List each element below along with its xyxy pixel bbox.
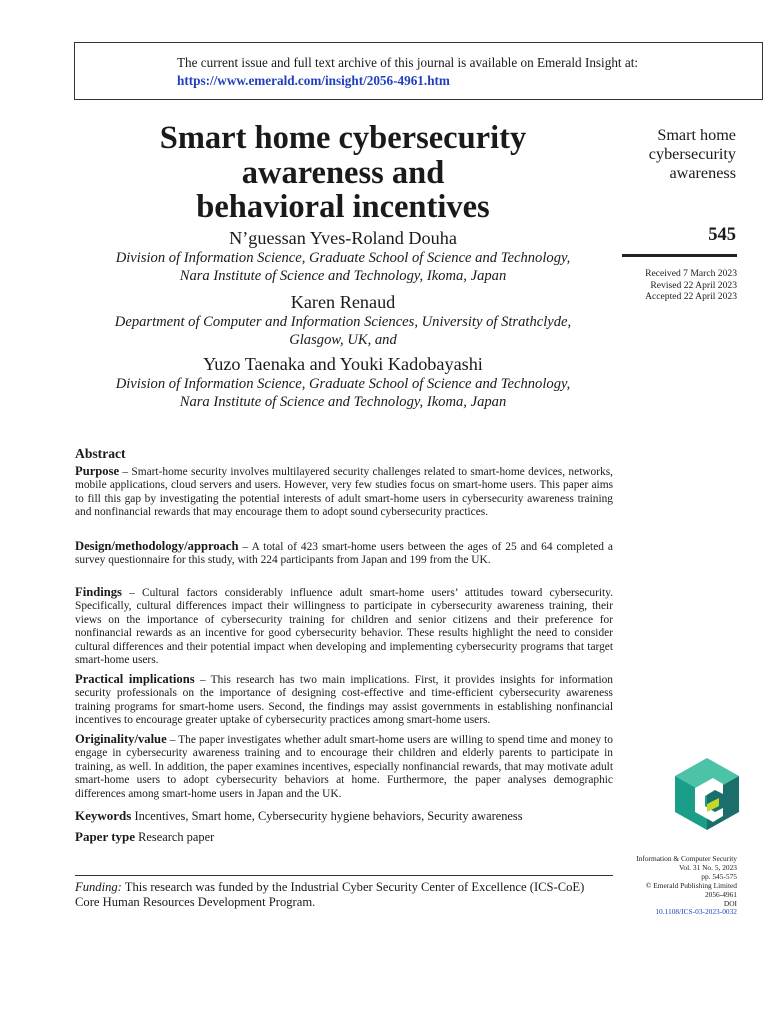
affiliation-line: Department of Computer and Information Sciences, University of Strathclyde, — [114, 314, 572, 330]
archive-notice-box — [74, 42, 763, 100]
abstract-purpose — [75, 465, 613, 520]
running-head-line: Smart home — [657, 126, 736, 144]
author-affiliation — [80, 250, 606, 285]
history-revised: Revised 22 April 2023 — [650, 279, 737, 291]
abstract-section-label: Originality/value — [75, 732, 167, 746]
abstract-section-text: – The paper investigates whether adult smart-home users are willing to spend time and money to engage in cybersecurity awareness training and to encourage their children and elderly parents to participate in training, as well. In addition, the paper examines incentives, especially nonfinancial rewards, that may motivate adult smart-home users to adopt cybersecurity behaviors at home. Furthermore, the paper analyses demographic differences among smart-home users in Japan and the UK. — [75, 734, 613, 800]
author-name: N’guessan Yves-Roland Douha — [229, 228, 457, 248]
abstract-originality — [75, 733, 613, 801]
funding-text: Core Human Resources Development Program. — [75, 895, 316, 909]
article-history — [612, 268, 737, 303]
abstract-design — [75, 540, 613, 568]
abstract-section-label: Practical implications — [75, 672, 195, 686]
author-affiliation — [80, 314, 606, 349]
author-affiliation — [80, 376, 606, 411]
archive-notice-text: The current issue and full text archive of this journal is available on Emerald Insight at: — [177, 55, 639, 70]
abstract-section-label: Findings — [75, 585, 122, 599]
abstract-section-label: Purpose — [75, 464, 120, 478]
abstract-section-text: – This research has two main implications. First, it provides insights for information security professionals on the importance of designing cost-effective and time-efficient cybersecurity awareness training programs for smart-home users. Second, the findings may assist governments in establishing nonfinancial incentives to encourage greater uptake of cybersecurity practices among smart-home users. — [75, 674, 613, 727]
abstract-section-label: Design/methodology/approach — [75, 539, 239, 553]
history-received: Received 7 March 2023 — [645, 268, 737, 279]
emerald-publishing-logo — [675, 758, 739, 830]
citation-journal: Information & Computer Security — [636, 854, 737, 863]
history-accepted: Accepted 22 April 2023 — [645, 291, 737, 303]
running-head — [612, 126, 736, 183]
citation-doi — [600, 900, 737, 918]
paper-type-label: Paper type — [75, 829, 136, 844]
page-number: 545 — [708, 225, 736, 245]
funding-text: This research was funded by the Industrial Cyber Security Center of Excellence (ICS-CoE) — [124, 880, 585, 894]
citation-pages: pp. 545-575 — [701, 871, 737, 881]
author-name: Karen Renaud — [290, 292, 396, 312]
abstract-section-text: – Cultural factors considerably influence adult smart-home users’ attitudes toward cybersecurity. Specifically, cultural differences impact their willingness to participate in cybersecurity awareness training, their views on the importance of cybersecurity training for children and senior citizens and their preference for nonfinancial rewards as an incentive for good cybersecurity behavior. These results highlight the need to consider cultural differences and their potential impact when developing and implementing cybersecurity programs that target smart-home users. — [75, 587, 613, 667]
margin-divider — [622, 254, 737, 257]
funding-note — [75, 880, 615, 910]
title-line: Smart home cybersecurity — [159, 120, 527, 156]
author-name: Yuzo Taenaka and Youki Kadobayashi — [203, 354, 483, 374]
archive-url-link: https://www.emerald.com/insight/2056-4961.htm — [177, 73, 450, 88]
keywords-label: Keywords — [75, 808, 132, 823]
citation-issn: 2056-4961 — [704, 889, 737, 899]
funding-row — [75, 880, 615, 895]
title-line: awareness and — [241, 154, 445, 191]
citation-publisher: © Emerald Publishing Limited — [645, 880, 737, 890]
funding-label: Funding: — [75, 880, 122, 894]
keywords — [75, 808, 523, 824]
article-title — [96, 121, 590, 225]
abstract-heading: Abstract — [75, 446, 126, 461]
paper-type-text: Research paper — [138, 830, 215, 844]
abstract-section-text: – A total of 423 smart-home users between the ages of 25 and 64 completed a survey questionnaire for this study, with 224 participants from Japan and 199 from the UK. — [75, 541, 613, 567]
affiliation-line: Nara Institute of Science and Technology, Ikoma, Japan — [179, 267, 507, 284]
affiliation-line: Nara Institute of Science and Technology, Ikoma, Japan — [179, 393, 507, 410]
doi-label: DOI — [723, 898, 737, 908]
keywords-text: Incentives, Smart home, Cybersecurity hygiene behaviors, Security awareness — [134, 809, 523, 823]
paper-type — [75, 829, 214, 845]
footnote-divider — [75, 875, 613, 876]
running-head-line: awareness — [669, 164, 736, 182]
abstract-section-text: – Smart-home security involves multilayered security challenges related to smart-home devices, networks, mobile applications, cloud servers and users. However, very few studies focus on smart-home users. This paper aims to fill this gap by investigating the potential interests of adult smart-home users in cybersecurity awareness training and nonfinancial rewards that may encourage them to adopt sound cybersecurity practices. — [75, 466, 613, 519]
title-line: behavioral incentives — [196, 189, 490, 225]
abstract-practical-implications — [75, 673, 613, 728]
running-head-line: cybersecurity — [648, 145, 736, 163]
citation-block — [600, 855, 737, 917]
citation-volume: Vol. 31 No. 5, 2023 — [679, 862, 737, 872]
abstract-findings — [75, 586, 613, 667]
affiliation-line: Glasgow, UK, and — [289, 331, 397, 348]
affiliation-line: Division of Information Science, Graduate School of Science and Technology, — [115, 250, 571, 266]
doi-link: 10.1108/ICS-03-2023-0032 — [655, 907, 737, 917]
affiliation-line: Division of Information Science, Graduate School of Science and Technology, — [115, 376, 571, 392]
